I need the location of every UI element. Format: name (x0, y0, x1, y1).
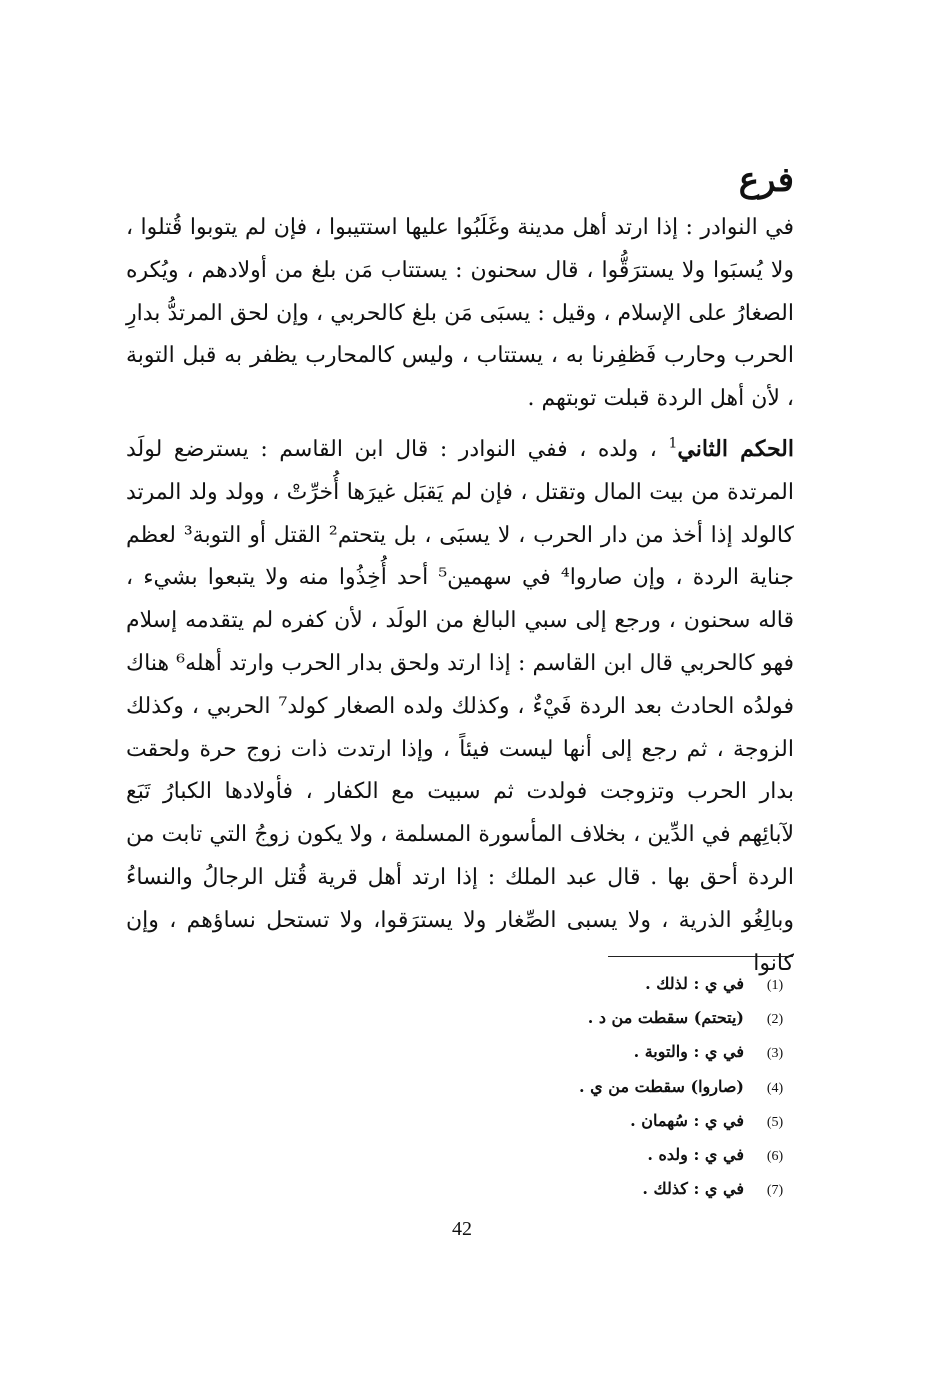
paragraph-1: في النوادر : إذا ارتد أهل مدينة وغَلَبُوا عليها استتيبوا ، فإن لم يتوبوا قُتلوا ، ولا يُسبَوا ولا يسترَقُّوا ، قال سحنون : يستتاب مَن بلغ من أولادهم ، ويُكره الصغارُ على الإسلام ، وقيل : يسبَى مَن بلغ كالحربي ، وإن لحق المرتدُّ بدارِ الحرب وحارب فَظفِرنا به ، يستتاب ، وليس كالمحارب يظفر به قبل التوبة ، لأن أهل الردة قبلت توبتهم . (126, 215, 794, 412)
footnote-item (394, 1139, 794, 1173)
section-heading: فرع (738, 160, 794, 200)
footnote-marker-1: 1 (668, 435, 678, 452)
footnote-text: في ي : ولده . (647, 1145, 744, 1165)
footnote-item (394, 1173, 794, 1207)
footnote-separator (608, 956, 793, 957)
footnote-number: (4) (766, 1080, 784, 1096)
footnote-text: في ي : والتوبة . (633, 1042, 744, 1062)
footnote-text: (يتحتم) سقطت من د . (587, 1008, 744, 1028)
footnote-item (394, 968, 794, 1002)
footnote-text: في ي : كذلك . (642, 1179, 744, 1199)
footnote-number: (6) (766, 1149, 784, 1165)
footnote-number: (5) (766, 1114, 784, 1130)
paragraph-2 (126, 428, 794, 985)
footnote-item (394, 1002, 794, 1036)
footnote-number: (7) (766, 1183, 784, 1199)
footnotes-list (394, 968, 794, 1207)
footnote-item (394, 1105, 794, 1139)
footnote-number: (3) (766, 1046, 784, 1062)
page-number: 42 (452, 1218, 472, 1240)
footnote-item (394, 1036, 794, 1070)
footnote-text: في ي : لذلك . (645, 974, 744, 993)
footnote-number: (2) (766, 1012, 784, 1028)
footnote-number: (1) (766, 978, 784, 993)
paragraph-2-body: ، ولده ، ففي النوادر : قال ابن القاسم : يسترضع لولَد المرتدة من بيت المال وتقتل ، فإن لم يَقبَل غيرَها أُخرِّتْ ، وولد ولد المرتد كالولد إذا أخذ من دار الحرب ، لا يسبَى ، بل يتحتم² القتل أو التوبة³ لعظم جناية الردة ، وإن صاروا⁴ في سهمين⁵ أحد أُخِذُوا منه ولا يتبعوا بشيء ، قاله سحنون ، ورجع إلى سبي البالغ من الولَد ، لأن كفره لم يتقدمه إسلام فهو كالحربي قال ابن القاسم : إذا ارتد ولحق بدار الحرب وارتد أهله⁶ هناك فولدُه الحادث بعد الردة فَيْءٌ ، وكذلك ولده الصغار كولد⁷ الحربي ، وكذلك الزوجة ، ثم رجع إلى أنها ليست فيئاً ، وإذا ارتدت ذات زوج حرة ولحقت بدار الحرب وتزوجت فولدت ثم سبيت مع الكفار ، فأولادها الكبارُ تَبَع لآبائِهم في الدِّين ، بخلاف المأسورة المسلمة ، ولا يكون زوجُ التي تابت من الردة أحق بها . قال عبد الملك : إذا ارتد أهل قرية قُتل الرجالُ والنساءُ وبالِغُو الذرية ، ولا يسبى الصِّغار ولا يسترَقوا، ولا تستحل نساؤهم ، وإن كانوا (126, 437, 795, 976)
footnote-item (394, 1071, 794, 1105)
footnote-text: (صاروا) سقطت من ي . (579, 1076, 744, 1096)
paragraph-2-lead: الحكم الثاني (677, 436, 794, 462)
footnote-text: في ي : سُهمان . (630, 1110, 744, 1130)
